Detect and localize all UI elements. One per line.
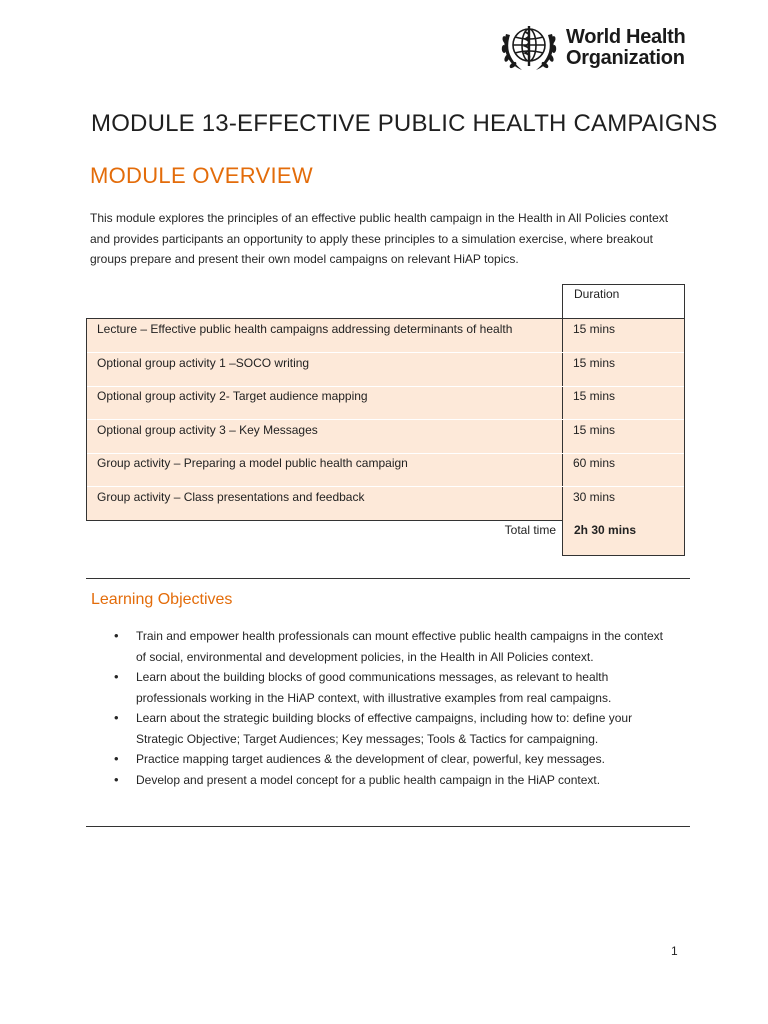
duration-cell: 15 mins [573,422,616,437]
duration-cell: 15 mins [573,389,616,403]
section-divider-bottom [86,826,690,827]
duration-cell: 30 mins [573,489,616,504]
activity-cell: Group activity – Class presentations and feedback [97,489,365,504]
schedule-row [87,420,684,454]
list-item: • Practice mapping target audiences & the development of clear, powerful, key messages. [114,749,674,770]
activity-cell: Group activity – Preparing a model public health campaign [97,456,408,470]
learning-objectives-heading: Learning Objectives [91,591,233,608]
module-overview-heading: MODULE OVERVIEW [90,163,313,188]
activity-cell: Optional group activity 3 – Key Messages [97,422,318,437]
schedule-row [87,353,684,387]
activity-cell: Lecture – Effective public health campaigns addressing determinants of health [97,322,513,336]
section-divider-top [86,578,690,579]
logo-line-2: Organization [566,47,685,69]
logo-line-1: World Health [566,26,686,48]
schedule-row [87,487,684,521]
who-logo [498,20,688,76]
list-item: • Train and empower health professionals can mount effective public health campaigns in the context of social, environmental and development policies, in the Health in All Policies context. [114,626,674,667]
duration-header: Duration [562,284,685,318]
overview-paragraph: This module explores the principles of an effective public health campaign in the Health in All Policies context and provides participants an opportunity to apply these principles to a simulation exercise, where breakout groups prepare and present their own model campaigns on relevant HiAP topics. [90,211,669,266]
page-number: 1 [671,944,678,958]
duration-cell: 60 mins [573,456,616,470]
schedule-table [86,284,686,556]
learning-objectives-list [114,626,674,790]
who-emblem-icon [498,20,560,76]
list-item: • Learn about the strategic building blocks of effective campaigns, including how to: define your Strategic Objective; Target Audiences; Key messages; Tools & Tactics for campaigning. [114,708,674,749]
activity-cell: Optional group activity 2- Target audience mapping [97,389,368,403]
schedule-row [87,453,684,487]
total-time-label: Total time [504,523,556,537]
schedule-row [87,319,684,353]
schedule-row [87,386,684,420]
page-title: MODULE 13-EFFECTIVE PUBLIC HEALTH CAMPAIGNS [91,110,718,137]
duration-cell: 15 mins [573,355,616,370]
list-item: • Develop and present a model concept for a public health campaign in the HiAP context. [114,770,674,791]
duration-cell: 15 mins [573,322,616,336]
activity-cell: Optional group activity 1 –SOCO writing [97,355,310,370]
logo-wordmark [566,27,685,69]
total-time-value: 2h 30 mins [562,520,685,556]
list-item: • Learn about the building blocks of good communications messages, as relevant to health professionals working in the HiAP context, with illustrative examples from real campaigns. [114,667,674,708]
schedule-body [86,318,685,521]
